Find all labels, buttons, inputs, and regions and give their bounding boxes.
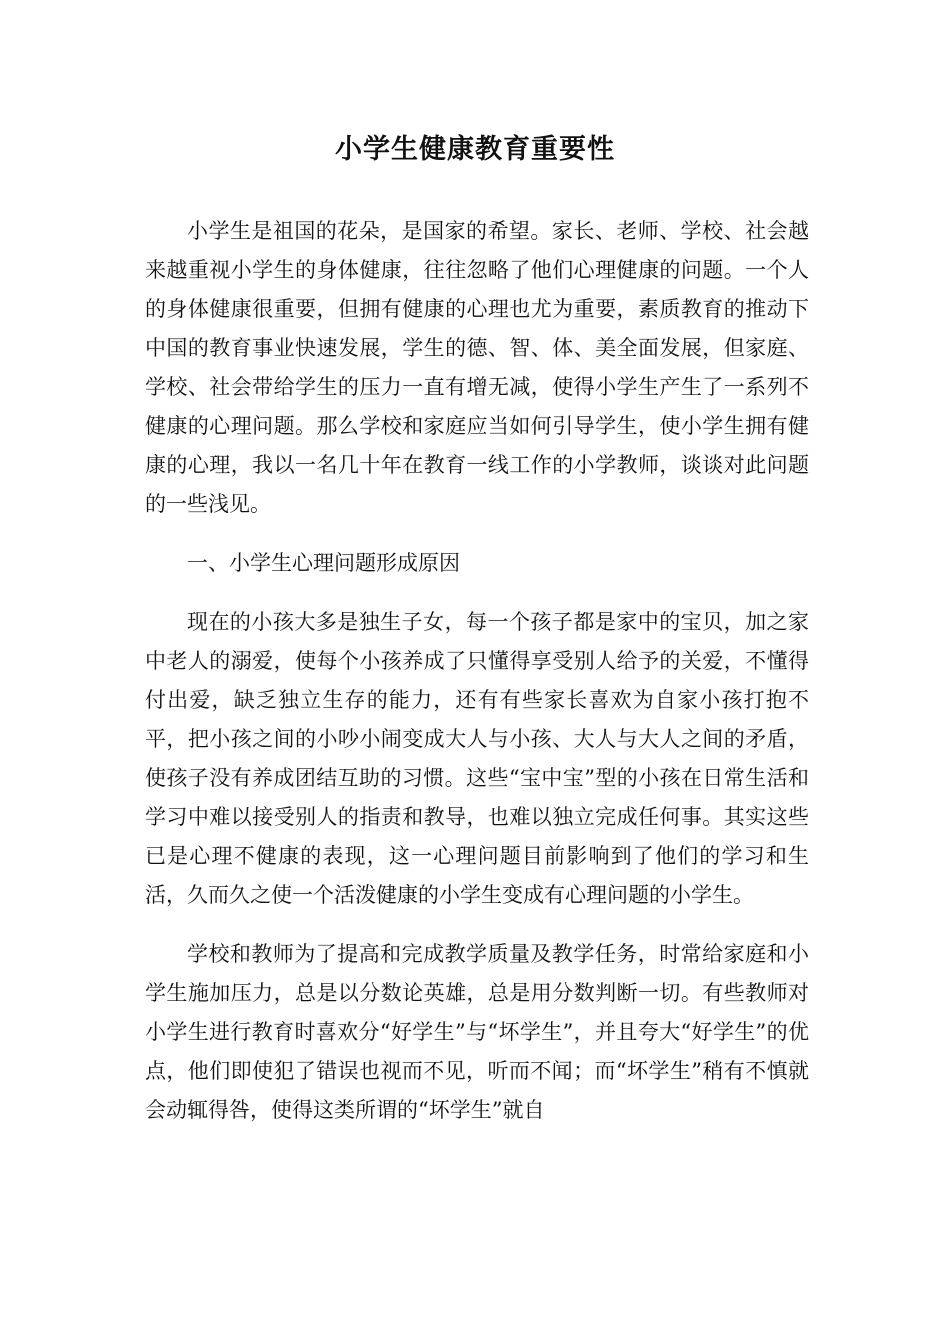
document-title: 小学生健康教育重要性 <box>335 134 615 165</box>
body-paragraph: 现在的小孩大多是独生子女，每一个孩子都是家中的宝贝，加之家中老人的溺爱，使每个小孩养成了只懂得享受别人给予的关爱，不懂得付出爱，缺乏独立生存的能力，还有有些家长喜欢为自家小孩打抱不平，把小孩之间的小吵小闹变成大人与小孩、大人与大人之间的矛盾，使孩子没有养成团结互助的习惯。这些“宝中宝”型的小孩在日常生活和学习中难以接受别人的指责和教导，也难以独立完成任何事。其实这些已是心理不健康的表现，这一心理问题目前影响到了他们的学习和生活，久而久之使一个活泼健康的小学生变成有心理问题的小学生。 <box>145 610 809 907</box>
body-paragraph: 学校和教师为了提高和完成教学质量及教学任务，时常给家庭和小学生施加压力，总是以分数论英雄，总是用分数判断一切。有些教师对小学生进行教育时喜欢分“好学生”与“坏学生”，并且夸大“好学生”的优点，他们即使犯了错误也视而不见，听而不闻；而“坏学生”稍有不慎就会动辄得咎，使得这类所谓的“坏学生”就自 <box>145 942 809 1122</box>
intro-paragraph: 小学生是祖国的花朵，是国家的希望。家长、老师、学校、社会越来越重视小学生的身体健康，往往忽略了他们心理健康的问题。一个人的身体健康很重要，但拥有健康的心理也尤为重要，素质教育的推动下中国的教育事业快速发展，学生的德、智、体、美全面发展，但家庭、学校、社会带给学生的压力一直有增无减，使得小学生产生了一系列不健康的心理问题。那么学校和家庭应当如何引导学生，使小学生拥有健康的心理，我以一名几十年在教育一线工作的小学教师，谈谈对此问题的一些浅见。 <box>145 219 809 516</box>
section-heading: 一、小学生心理问题形成原因 <box>187 551 460 575</box>
document-body <box>145 212 809 1150</box>
